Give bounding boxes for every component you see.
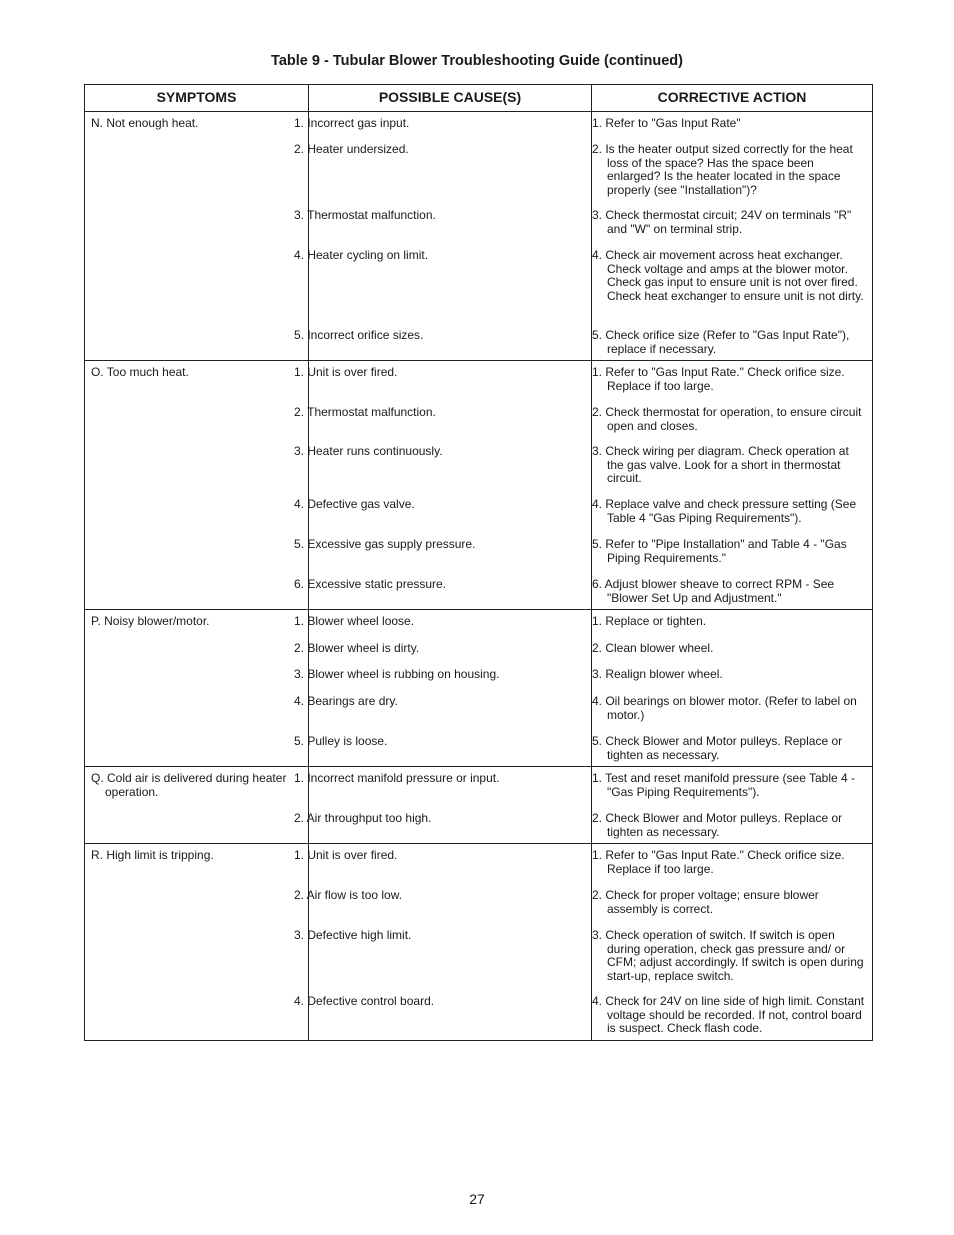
action-text: 5. Check Blower and Motor pulleys. Replace or tighten as necessary. xyxy=(592,734,843,762)
cause-cell xyxy=(294,204,592,244)
action-cell xyxy=(592,493,873,533)
page-number: 27 xyxy=(469,1191,485,1207)
cause-cell xyxy=(294,807,592,844)
action-text: 4. Check for 24V on line side of high limit. Constant voltage should be recorded. If not, control board is suspect. Check flash code. xyxy=(592,994,865,1035)
cause-text: 5. Incorrect orifice sizes. xyxy=(294,328,424,342)
symptom-text: P. Noisy blower/motor. xyxy=(91,614,210,628)
action-text: 1. Refer to "Gas Input Rate." Check orifice size. Replace if too large. xyxy=(592,365,845,393)
action-cell xyxy=(592,990,873,1040)
table-row xyxy=(85,844,873,885)
symptom-cell xyxy=(85,767,309,844)
action-cell xyxy=(592,844,873,885)
cause-cell xyxy=(294,924,592,990)
symptom-cell xyxy=(85,112,309,361)
action-text: 4. Check air movement across heat exchanger. Check voltage and amps at the blower motor. Check gas input to ensure unit is not over fired. Check heat exchanger to ensure unit is not dirty. xyxy=(592,248,864,303)
cause-text: 1. Unit is over fired. xyxy=(294,848,398,862)
action-text: 2. Clean blower wheel. xyxy=(592,641,714,655)
action-text: 3. Check thermostat circuit; 24V on terminals "R" and "W" on terminal strip. xyxy=(592,208,852,236)
cause-cell xyxy=(294,767,592,808)
action-cell xyxy=(592,204,873,244)
cause-cell xyxy=(294,844,592,885)
cause-cell xyxy=(294,884,592,924)
cause-cell xyxy=(294,573,592,610)
action-cell xyxy=(592,533,873,573)
cause-cell xyxy=(294,401,592,440)
cause-text: 3. Heater runs continuously. xyxy=(294,444,443,458)
action-cell xyxy=(592,730,873,767)
action-text: 2. Check for proper voltage; ensure blower assembly is correct. xyxy=(592,888,819,916)
action-text: 1. Test and reset manifold pressure (see Table 4 - "Gas Piping Requirements"). xyxy=(592,771,856,799)
cause-text: 2. Air throughput too high. xyxy=(294,811,432,825)
cause-text: 3. Thermostat malfunction. xyxy=(294,208,436,222)
cause-text: 1. Incorrect manifold pressure or input. xyxy=(294,771,500,785)
action-text: 2. Is the heater output sized correctly for the heat loss of the space? Has the space been enlarged? Is the heater located in the space properly (see "Installation")? xyxy=(592,142,853,197)
cause-cell xyxy=(294,324,592,361)
table-row xyxy=(85,361,873,402)
column-header-corrective-action: CORRECTIVE ACTION xyxy=(592,85,873,112)
action-cell xyxy=(592,361,873,402)
action-cell xyxy=(592,663,873,690)
action-cell xyxy=(592,244,873,324)
symptom-cell xyxy=(85,361,309,610)
cause-text: 4. Heater cycling on limit. xyxy=(294,248,429,262)
action-text: 4. Replace valve and check pressure setting (See Table 4 "Gas Piping Requirements"). xyxy=(592,497,857,525)
column-header-possible-causes: POSSIBLE CAUSE(S) xyxy=(309,85,592,112)
action-cell xyxy=(592,924,873,990)
table-row xyxy=(85,767,873,808)
cause-text: 1. Blower wheel loose. xyxy=(294,614,415,628)
action-cell xyxy=(592,324,873,361)
action-cell xyxy=(592,637,873,663)
cause-text: 4. Defective gas valve. xyxy=(294,497,415,511)
action-text: 2. Check Blower and Motor pulleys. Replace or tighten as necessary. xyxy=(592,811,843,839)
cause-cell xyxy=(294,637,592,663)
table-row xyxy=(85,610,873,638)
action-cell xyxy=(592,767,873,808)
cause-text: 2. Blower wheel is dirty. xyxy=(294,641,420,655)
column-header-symptoms: SYMPTOMS xyxy=(85,85,309,112)
action-text: 5. Check orifice size (Refer to "Gas Input Rate"), replace if necessary. xyxy=(592,328,850,356)
action-cell xyxy=(592,138,873,204)
cause-cell xyxy=(294,990,592,1040)
cause-text: 5. Excessive gas supply pressure. xyxy=(294,537,476,551)
symptom-cell xyxy=(85,610,309,767)
cause-text: 5. Pulley is loose. xyxy=(294,734,388,748)
action-cell xyxy=(592,884,873,924)
cause-text: 4. Defective control board. xyxy=(294,994,435,1008)
cause-cell xyxy=(294,610,592,638)
action-text: 4. Oil bearings on blower motor. (Refer to label on motor.) xyxy=(592,694,857,722)
action-cell xyxy=(592,401,873,440)
cause-text: 3. Defective high limit. xyxy=(294,928,412,942)
action-cell xyxy=(592,440,873,493)
cause-text: 2. Thermostat malfunction. xyxy=(294,405,436,419)
cause-cell xyxy=(294,112,592,139)
cause-cell xyxy=(294,690,592,730)
cause-text: 2. Air flow is too low. xyxy=(294,888,403,902)
symptom-text: R. High limit is tripping. xyxy=(91,848,214,862)
cause-text: 4. Bearings are dry. xyxy=(294,694,398,708)
table-row xyxy=(85,112,873,139)
action-cell xyxy=(592,112,873,139)
troubleshooting-table xyxy=(84,84,873,1041)
cause-cell xyxy=(294,440,592,493)
action-text: 2. Check thermostat for operation, to ensure circuit open and closes. xyxy=(592,405,862,433)
cause-cell xyxy=(294,493,592,533)
cause-cell xyxy=(294,244,592,324)
cause-cell xyxy=(294,533,592,573)
action-cell xyxy=(592,610,873,638)
cause-text: 2. Heater undersized. xyxy=(294,142,409,156)
table-body xyxy=(85,112,873,1041)
cause-text: 1. Incorrect gas input. xyxy=(294,116,410,130)
action-cell xyxy=(592,690,873,730)
symptom-text: Q. Cold air is delivered during heater operation. xyxy=(91,771,287,799)
action-text: 1. Replace or tighten. xyxy=(592,614,707,628)
action-cell xyxy=(592,573,873,610)
cause-cell xyxy=(294,663,592,690)
symptom-cell xyxy=(85,844,309,1041)
symptom-text: O. Too much heat. xyxy=(91,365,189,379)
action-text: 1. Refer to "Gas Input Rate" xyxy=(592,116,741,130)
action-cell xyxy=(592,807,873,844)
action-text: 6. Adjust blower sheave to correct RPM - See "Blower Set Up and Adjustment." xyxy=(592,577,835,605)
cause-cell xyxy=(294,138,592,204)
action-text: 3. Check operation of switch. If switch is open during operation, check gas pressure and/ or CFM; adjust accordingly. If switch is open during start-up, replace switch. xyxy=(592,928,864,983)
cause-cell xyxy=(294,361,592,402)
action-text: 1. Refer to "Gas Input Rate." Check orifice size. Replace if too large. xyxy=(592,848,845,876)
symptom-text: N. Not enough heat. xyxy=(91,116,199,130)
table-title: Table 9 - Tubular Blower Troubleshooting Guide (continued) xyxy=(271,53,683,69)
cause-text: 1. Unit is over fired. xyxy=(294,365,398,379)
action-text: 3. Realign blower wheel. xyxy=(592,667,723,681)
cause-cell xyxy=(294,730,592,767)
action-text: 5. Refer to "Pipe Installation" and Table 4 - "Gas Piping Requirements." xyxy=(592,537,847,565)
action-text: 3. Check wiring per diagram. Check operation at the gas valve. Look for a short in thermostat circuit. xyxy=(592,444,849,485)
cause-text: 3. Blower wheel is rubbing on housing. xyxy=(294,667,500,681)
cause-text: 6. Excessive static pressure. xyxy=(294,577,447,591)
